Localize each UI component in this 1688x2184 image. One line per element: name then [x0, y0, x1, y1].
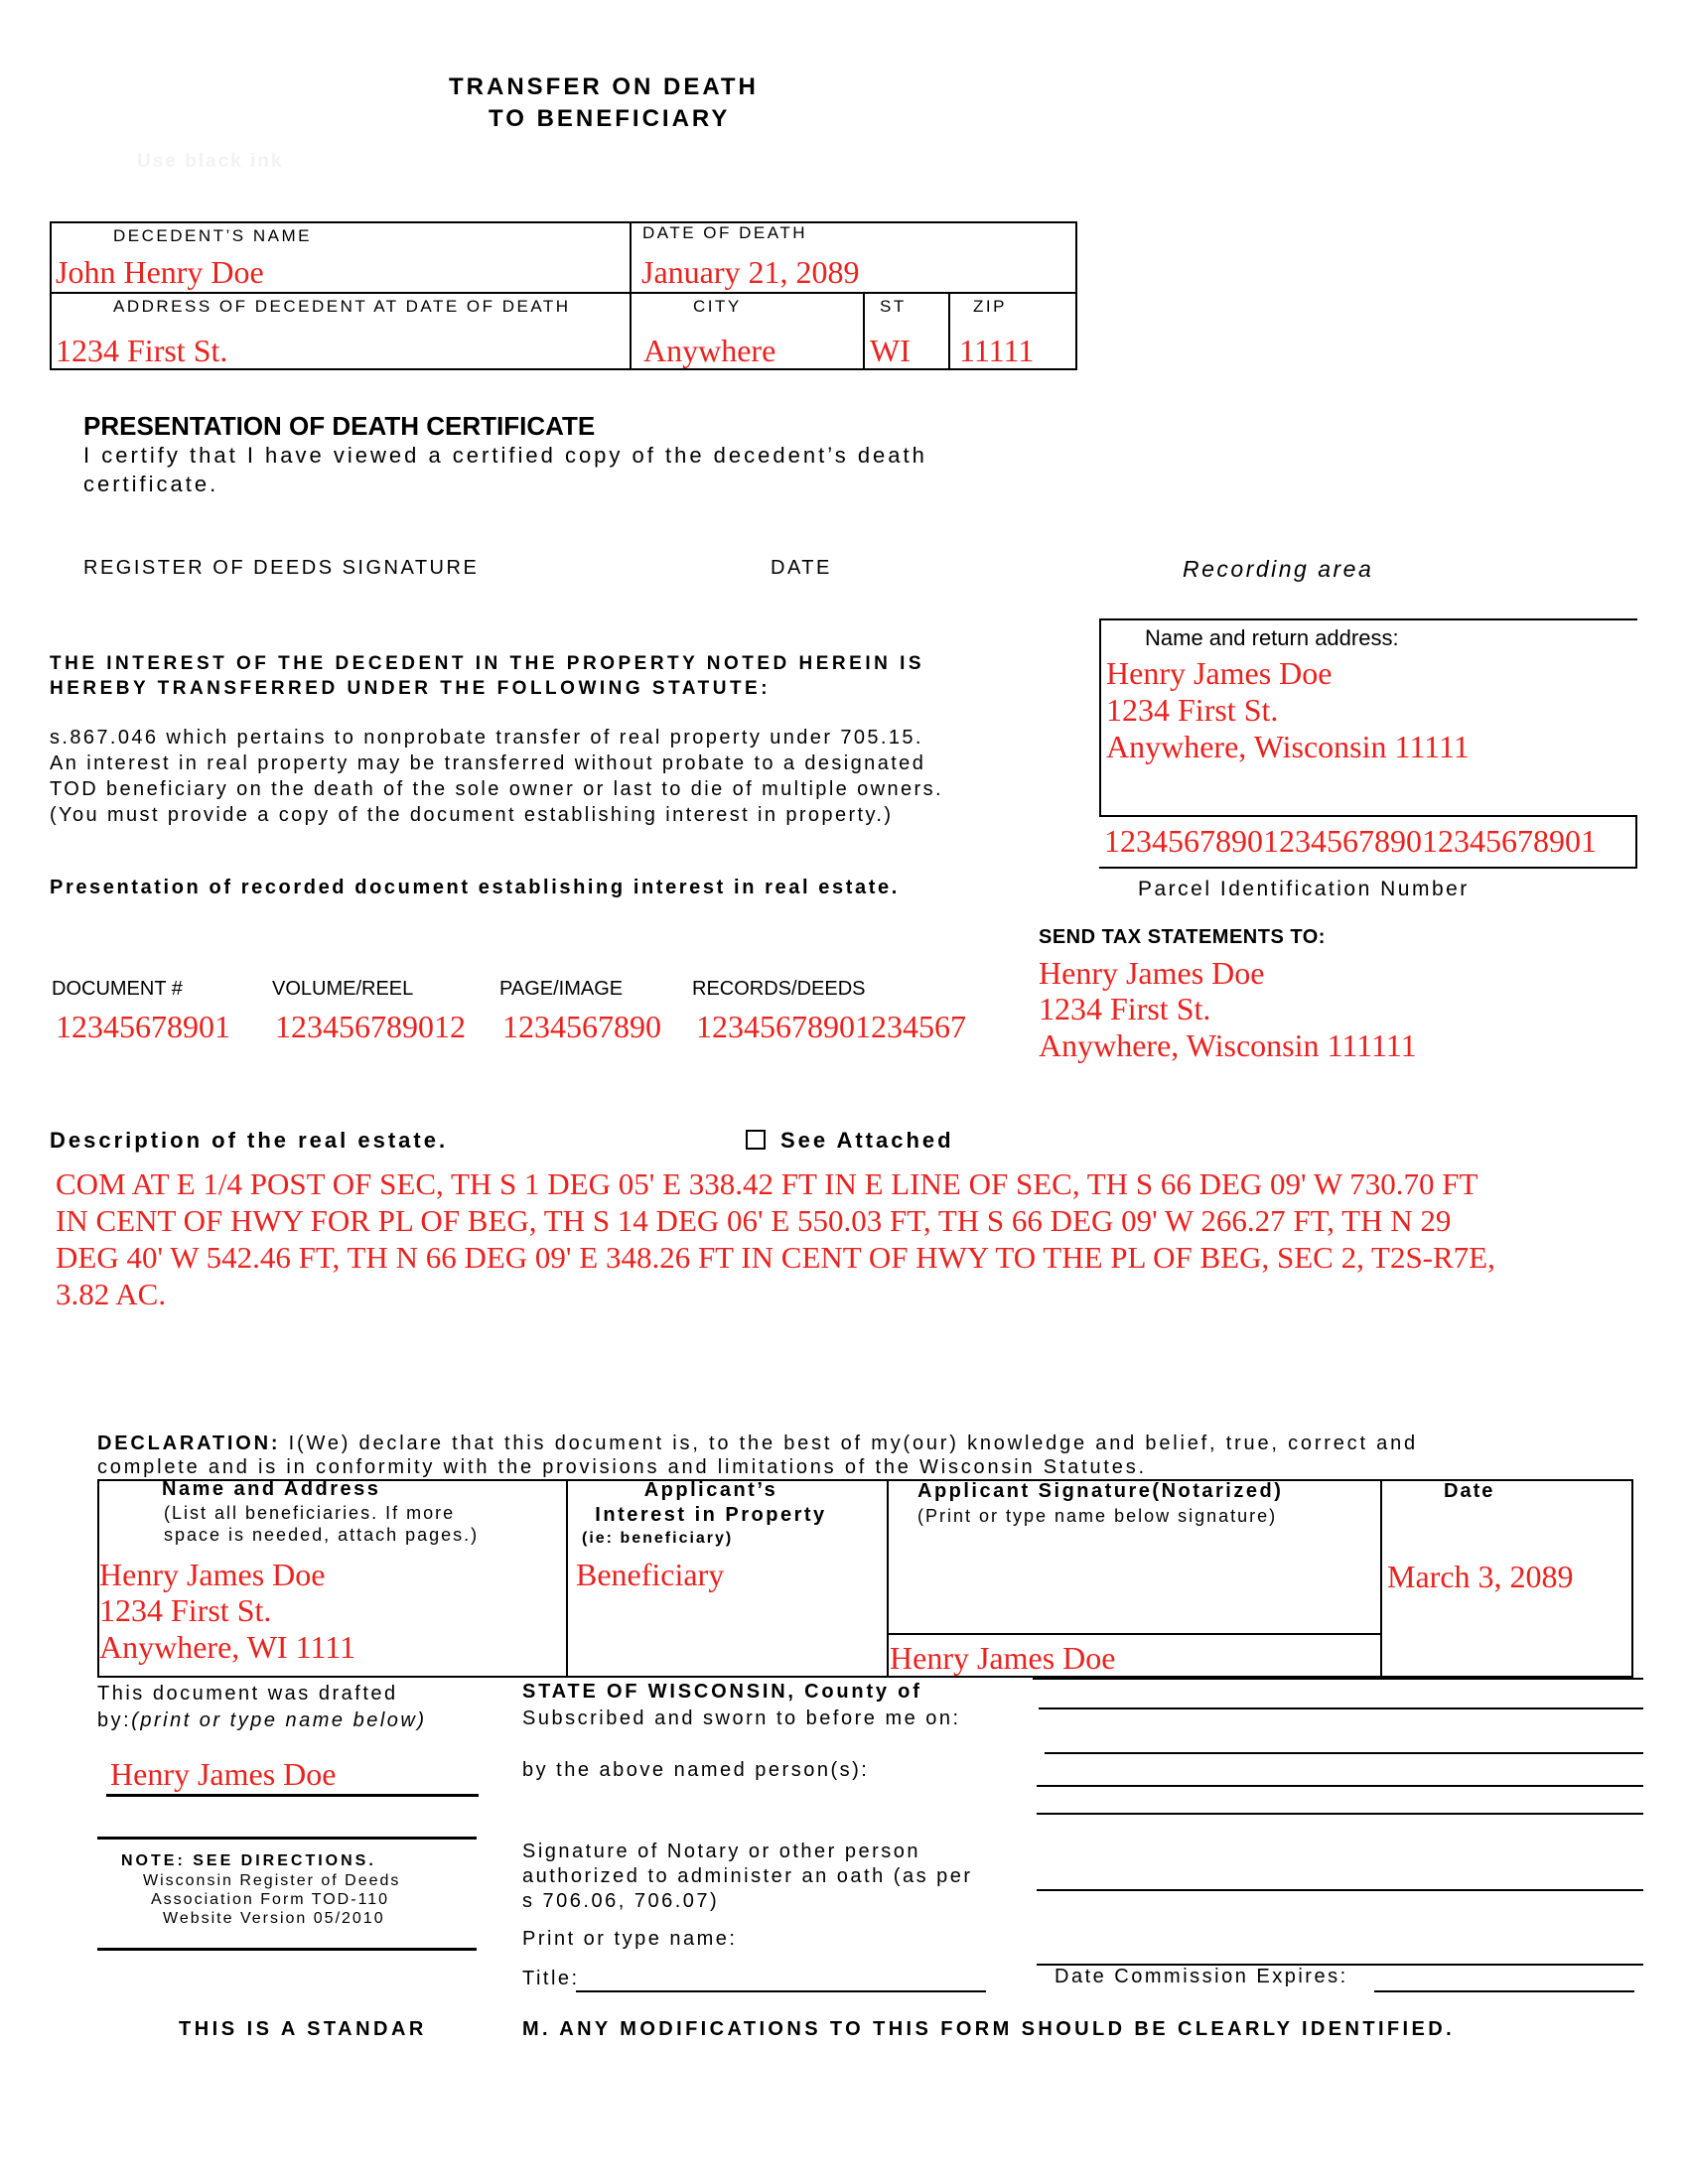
decedent-city: Anywhere	[643, 333, 776, 368]
form-title-line1: TRANSFER ON DEATH	[449, 73, 759, 100]
return-city: Anywhere, Wisconsin 11111	[1106, 729, 1470, 764]
declaration-line1: I(We) declare that this document is, to the best of my(our) knowledge and belief, true, correct and	[280, 1433, 1418, 1454]
death-cert-text: I certify that I have viewed a certified copy of the decedent’s death certificate.	[83, 443, 927, 496]
col-date-header: Date	[1444, 1480, 1495, 1502]
tax-label: SEND TAX STATEMENTS TO:	[1039, 926, 1326, 948]
drafted-instruction: (print or type name below)	[131, 1709, 427, 1731]
col-signature-sub: (Print or type name below signature)	[917, 1506, 1278, 1526]
drafter-name: Henry James Doe	[110, 1756, 337, 1792]
decedent-name: John Henry Doe	[56, 254, 264, 290]
form-title-line2: TO BENEFICIARY	[489, 105, 731, 132]
date-of-death: January 21, 2089	[641, 254, 860, 290]
col-interest-sub: (ie: beneficiary)	[582, 1530, 734, 1547]
col-name-sub: (List all beneficiaries. If more space is needed, attach pages.)	[164, 1503, 480, 1545]
declaration-line2: complete and is in conformity with the provisions and limitations of the Wisconsin Statutes.	[97, 1456, 1147, 1478]
applicant-city: Anywhere, WI 1111	[99, 1629, 355, 1665]
ink-note: Use black ink	[137, 151, 284, 172]
drafted-by: by:	[97, 1709, 132, 1731]
declaration-text	[97, 1432, 1418, 1479]
footer-left: THIS IS A STANDAR	[179, 2018, 427, 2040]
parcel-label: Parcel Identification Number	[1138, 878, 1470, 900]
death-cert-heading: PRESENTATION OF DEATH CERTIFICATE	[83, 411, 596, 441]
print-name-label: Print or type name:	[522, 1928, 738, 1950]
decedent-address-label: ADDRESS OF DECEDENT AT DATE OF DEATH	[113, 297, 571, 316]
state-heading: STATE OF WISCONSIN, County of	[522, 1681, 922, 1703]
see-attached-label: See Attached	[780, 1128, 954, 1153]
notary-signature-label: Signature of Notary or other person authorized to administer an oath (as per s 706.06, 706.07)	[522, 1841, 973, 1912]
drafted-line1: This document was drafted	[97, 1683, 398, 1705]
sworn-label: Subscribed and sworn to before me on:	[522, 1707, 961, 1729]
records-label: RECORDS/DEEDS	[692, 978, 866, 1000]
decedent-name-label: DECEDENT’S NAME	[113, 226, 312, 245]
name-return-label: Name and return address:	[1145, 625, 1399, 650]
recorded-doc-heading: Presentation of recorded document establishing interest in real estate.	[50, 877, 900, 898]
note-line2: Association Form TOD-110	[151, 1891, 390, 1908]
parcel-number: 1234567890123456789012345678901	[1104, 823, 1597, 859]
see-attached-checkbox[interactable]	[746, 1130, 766, 1150]
volume-reel: 123456789012	[275, 1009, 466, 1044]
recording-area-label: Recording area	[1183, 556, 1374, 582]
city-label: CITY	[693, 297, 742, 316]
declaration-lead: DECLARATION:	[97, 1433, 281, 1454]
records-deeds: 12345678901234567	[696, 1009, 966, 1044]
title-label: Title:	[522, 1968, 580, 1989]
note-line3: Website Version 05/2010	[163, 1910, 385, 1927]
named-persons-label: by the above named person(s):	[522, 1759, 870, 1781]
volume-label: VOLUME/REEL	[272, 978, 414, 1000]
real-estate-description: COM AT E 1/4 POST OF SEC, TH S 1 DEG 05' E 338.42 FT IN E LINE OF SEC, TH S 66 DEG 09' W 730.70 FT IN CENT OF HWY FOR PL OF BEG, TH S 14 DEG 06' E 550.03 FT, TH S 66 DEG 09' W 266.27 FT, TH N 29 DEG 40' W 542.46 FT, TH N 66 DEG 09' E 348.26 FT IN CENT OF HWY TO THE PL OF BEG, SEC 2, T2S-R7E, 3.82 AC.	[56, 1166, 1495, 1311]
note-title: NOTE: SEE DIRECTIONS.	[121, 1852, 376, 1869]
col-name-header: Name and Address	[162, 1478, 381, 1500]
applicant-printed-name: Henry James Doe	[890, 1640, 1116, 1676]
applicant-name: Henry James Doe	[99, 1557, 326, 1592]
applicant-interest: Beneficiary	[576, 1557, 725, 1592]
register-date-label: DATE	[771, 557, 832, 579]
statute-text: s.867.046 which pertains to nonprobate transfer of real property under 705.15. An interest in real property may be transferred without probate to a designated TOD beneficiary on the death of the sole owner or last to die of multiple owners. (You must provide a copy of the document establishing interest in property.)	[50, 727, 943, 826]
decedent-state: WI	[870, 333, 911, 368]
col-signature-header: Applicant Signature(Notarized)	[917, 1480, 1284, 1502]
decedent-zip: 11111	[959, 333, 1035, 368]
return-street: 1234 First St.	[1106, 692, 1279, 728]
page-image: 1234567890	[502, 1009, 661, 1044]
tax-street: 1234 First St.	[1039, 991, 1211, 1026]
tax-name: Henry James Doe	[1039, 955, 1265, 991]
form-title	[449, 71, 826, 135]
register-signature-label: REGISTER OF DEEDS SIGNATURE	[83, 557, 480, 579]
decedent-address: 1234 First St.	[56, 333, 228, 368]
footer-right: M. ANY MODIFICATIONS TO THIS FORM SHOULD BE CLEARLY IDENTIFIED.	[522, 2018, 1456, 2040]
commission-label: Date Commission Expires:	[1055, 1966, 1348, 1987]
applicant-street: 1234 First St.	[99, 1592, 272, 1628]
note-line1: Wisconsin Register of Deeds	[143, 1872, 401, 1889]
date-of-death-label: DATE OF DEATH	[642, 223, 807, 242]
description-label: Description of the real estate.	[50, 1128, 449, 1153]
col-interest-header: Applicant’s Interest in Property	[595, 1479, 827, 1526]
applicant-date: March 3, 2089	[1387, 1559, 1574, 1594]
zip-label: ZIP	[973, 297, 1007, 316]
statute-heading: THE INTEREST OF THE DECEDENT IN THE PROPERTY NOTED HEREIN IS HEREBY TRANSFERRED UNDER THE FOLLOWING STATUTE:	[50, 653, 925, 699]
doc-number: 12345678901	[56, 1009, 230, 1044]
drafted-label	[97, 1681, 427, 1734]
doc-number-label: DOCUMENT #	[52, 978, 183, 1000]
return-name: Henry James Doe	[1106, 655, 1333, 691]
page-label: PAGE/IMAGE	[499, 978, 624, 1000]
st-label: ST	[880, 297, 907, 316]
tax-city: Anywhere, Wisconsin 111111	[1039, 1027, 1417, 1063]
